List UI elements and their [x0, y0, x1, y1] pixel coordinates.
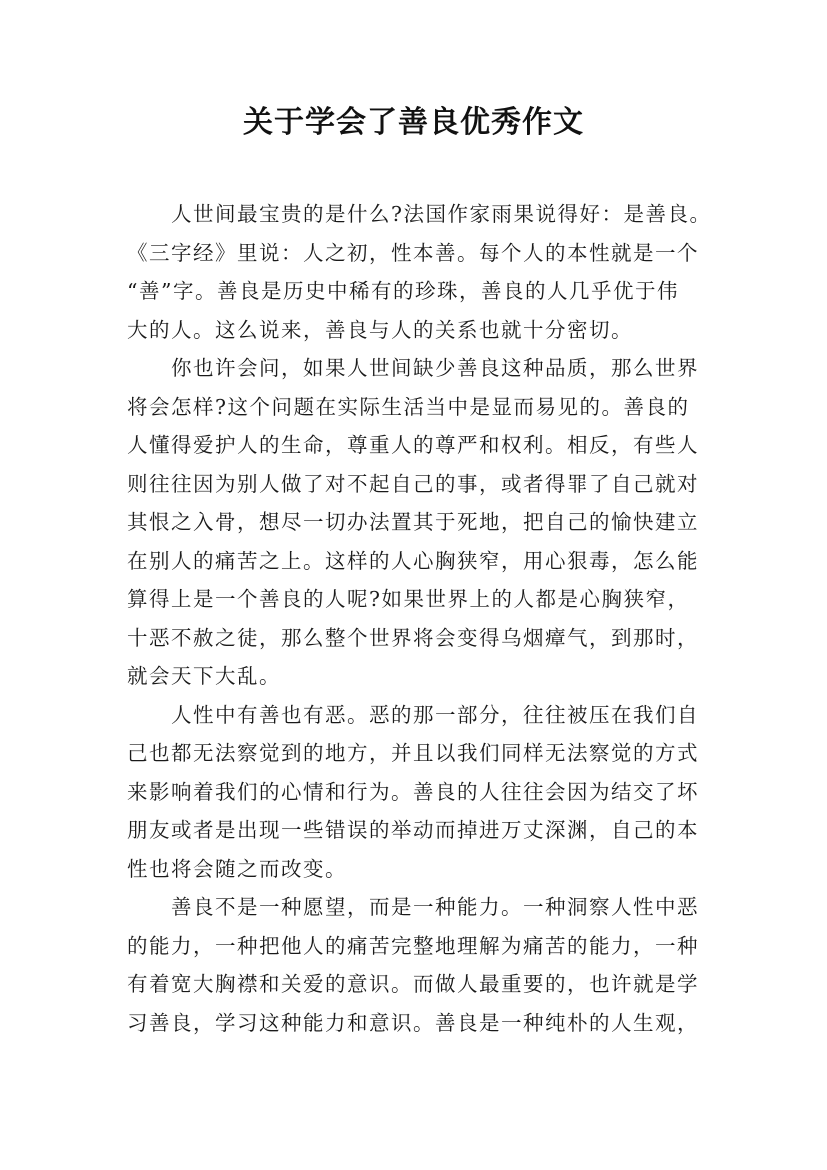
paragraph-3-line-3: 来影响着我们的心情和行为。善良的人往往会因为结交了坏: [127, 779, 699, 804]
paragraph-2-line-2: 将会怎样?这个问题在实际生活当中是显而易见的。善良的: [127, 394, 690, 419]
paragraph-3-line-2: 己也都无法察觉到的地方，并且以我们同样无法察觉的方式: [127, 741, 699, 765]
paragraph-2-line-4: 则往往因为别人做了对不起自己的事，或者得罪了自己就对: [127, 471, 699, 496]
paragraph-3-line-4: 朋友或者是出现一些错误的举动而掉进万丈深渊，自己的本: [127, 818, 699, 842]
document-title: 关于学会了善良优秀作文: [243, 105, 584, 140]
paragraph-4-line-2: 的能力，一种把他人的痛苦完整地理解为痛苦的能力，一种: [127, 933, 699, 958]
paragraph-4-line-3: 有着宽大胸襟和关爱的意识。而做人最重要的，也许就是学: [127, 972, 699, 996]
paragraph-3-line-1: 人性中有善也有恶。恶的那一部分，往往被压在我们自: [171, 702, 699, 727]
paragraph-2-line-1: 你也许会问，如果人世间缺少善良这种品质，那么世界: [171, 356, 699, 380]
paragraph-4-line-4: 习善良，学习这种能力和意识。善良是一种纯朴的人生观，: [127, 1010, 699, 1035]
paragraph-1-line-2: 《三字经》里说：人之初，性本善。每个人的本性就是一个: [127, 240, 699, 265]
paragraph-3-line-5: 性也将会随之而改变。: [127, 856, 347, 881]
paragraph-2-line-5: 其恨之入骨，想尽一切办法置其于死地，把自己的愉快建立: [127, 510, 699, 534]
paragraph-2-line-6: 在别人的痛苦之上。这样的人心胸狭窄，用心狠毒，怎么能: [127, 548, 699, 573]
paragraph-4-line-1: 善良不是一种愿望，而是一种能力。一种洞察人性中恶: [171, 895, 699, 919]
paragraph-1-line-4: 大的人。这么说来，善良与人的关系也就十分密切。: [127, 317, 633, 342]
paragraph-2-line-3: 人懂得爱护人的生命，尊重人的尊严和权利。相反，有些人: [127, 433, 699, 457]
paragraph-2-line-9: 就会天下大乱。: [127, 664, 281, 688]
paragraph-1-line-1: 人世间最宝贵的是什么?法国作家雨果说得好：是善良。: [171, 202, 712, 226]
paragraph-2-line-8: 十恶不赦之徒，那么整个世界将会变得乌烟瘴气，到那时，: [127, 625, 699, 650]
paragraph-2-line-7: 算得上是一个善良的人呢?如果世界上的人都是心胸狭窄，: [127, 587, 690, 611]
paragraph-1-line-3: “善”字。善良是历史中稀有的珍珠，善良的人几乎优于伟: [127, 279, 679, 303]
document-body: [127, 195, 727, 1042]
